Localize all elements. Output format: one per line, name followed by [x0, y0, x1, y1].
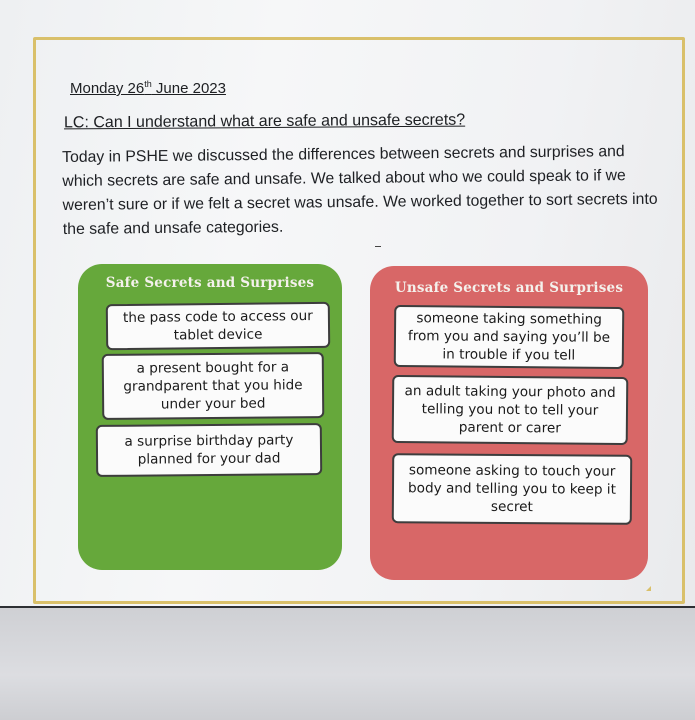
- date-ordinal: th: [144, 79, 152, 89]
- safe-secrets-card: [78, 264, 342, 570]
- safe-item-2: a present bought for a grandparent that you hide under your bed: [102, 352, 325, 420]
- date-prefix: Monday 26: [70, 80, 145, 97]
- safe-item-1: the pass code to access our tablet device: [106, 302, 330, 350]
- stray-dash: [375, 246, 381, 247]
- lower-paper-area: [0, 608, 695, 720]
- date-heading: [70, 79, 226, 97]
- unsafe-item-2: an adult taking your photo and telling you not to tell your parent or carer: [392, 375, 629, 445]
- date-suffix: June 2023: [151, 80, 226, 97]
- unsafe-card-title: Unsafe Secrets and Surprises: [394, 280, 624, 296]
- intro-paragraph: Today in PSHE we discussed the differences between secrets and surprises and which secrets are safe and unsafe. We talked about who we could speak to if we weren’t sure or if we felt a secret was unsafe. We worked together to sort secrets into the safe and unsafe categories.: [62, 143, 658, 238]
- learning-challenge: LC: Can I understand what are safe and unsafe secrets?: [63, 111, 466, 132]
- safe-card-title: Safe Secrets and Surprises: [105, 275, 315, 291]
- unsafe-item-1: someone taking something from you and saying you’ll be in trouble if you tell: [394, 305, 625, 369]
- unsafe-item-3: someone asking to touch your body and telling you to keep it secret: [392, 453, 632, 525]
- unsafe-secrets-card: [370, 266, 648, 580]
- safe-item-3: a surprise birthday party planned for your dad: [96, 423, 322, 477]
- page-corner-mark: [646, 586, 651, 591]
